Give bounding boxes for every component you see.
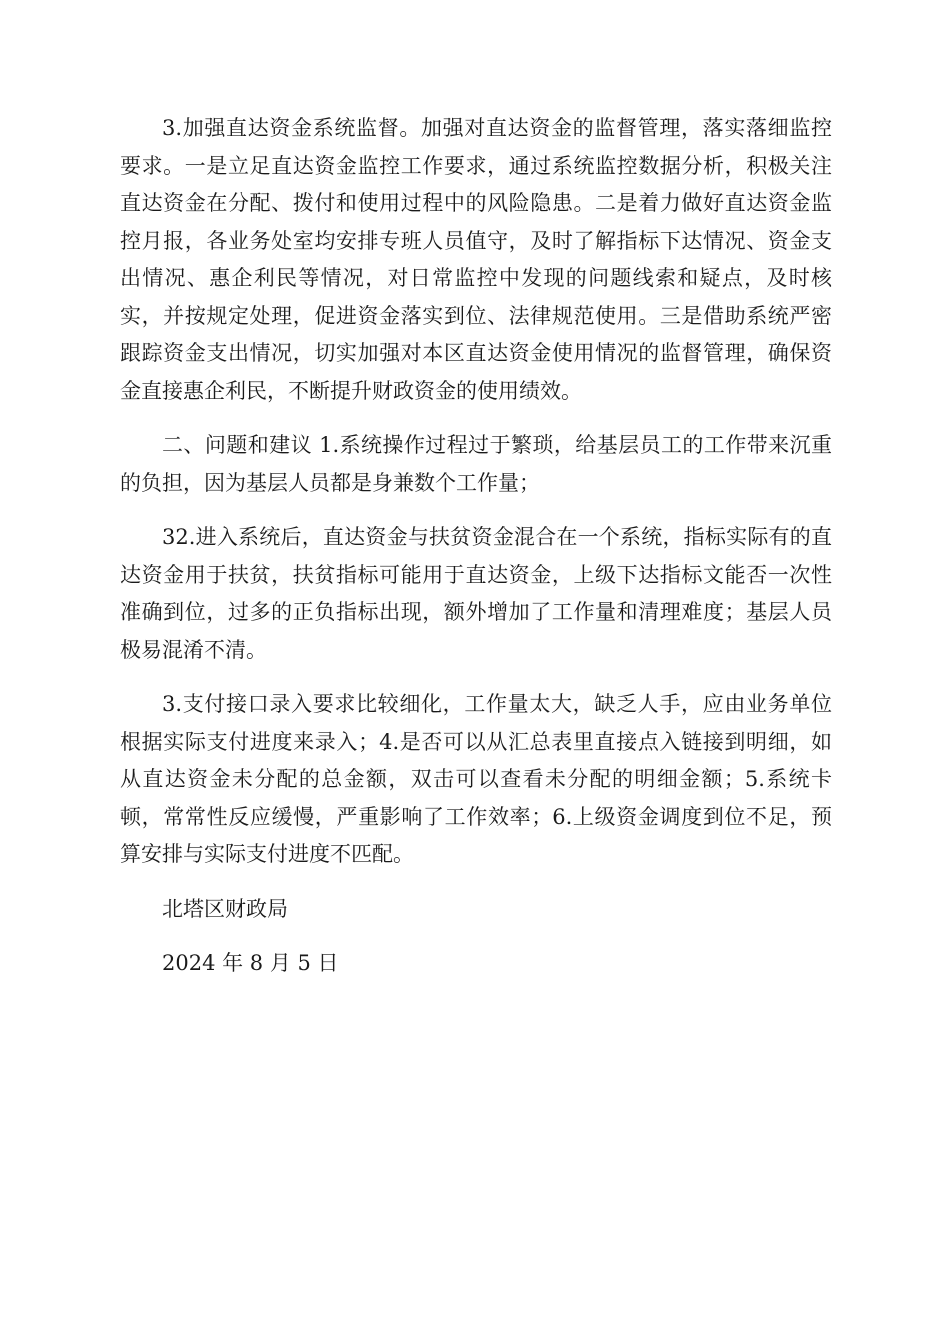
paragraph-mixed-funds: 32.进入系统后，直达资金与扶贫资金混合在一个系统，指标实际有的直达资金用于扶贫，扶贫指标可能用于直达资金，上级下达指标文能否一次性准确到位，过多的正负指标出现，额外增加了工作量和清理难度；基层人员极易混淆不清。: [120, 525, 832, 662]
paragraph-supervision: 3.加强直达资金系统监督。加强对直达资金的监督管理，落实落细监控要求。一是立足直达资金监控工作要求，通过系统监控数据分析，积极关注直达资金在分配、拨付和使用过程中的风险隐患。二是着力做好直达资金监控月报，各业务处室均安排专班人员值守，及时了解指标下达情况、资金支出情况、惠企利民等情况，对日常监控中发现的问题线索和疑点，及时核实，并按规定处理，促进资金落实到位、法律规范使用。三是借助系统严密跟踪资金支出情况，切实加强对本区直达资金使用情况的监督管理，确保资金直接惠企利民，不断提升财政资金的使用绩效。: [120, 116, 832, 403]
signature-date: 2024 年 8 月 5 日: [162, 951, 339, 975]
paragraph-problems-intro: 二、问题和建议 1.系统操作过程过于繁琐，给基层员工的工作带来沉重的负担，因为基层人员都是身兼数个工作量；: [120, 433, 832, 495]
signature-organization: 北塔区财政局: [162, 896, 288, 921]
paragraph-suggestions: 3.支付接口录入要求比较细化，工作量太大，缺乏人手，应由业务单位根据实际支付进度来录入；4.是否可以从汇总表里直接点入链接到明细，如从直达资金未分配的总金额，双击可以查看未分配的明细金额；5.系统卡顿，常常性反应缓慢，严重影响了工作效率；6.上级资金调度到位不足，预算安排与实际支付进度不匹配。: [120, 692, 832, 866]
document-body: [120, 110, 832, 1000]
